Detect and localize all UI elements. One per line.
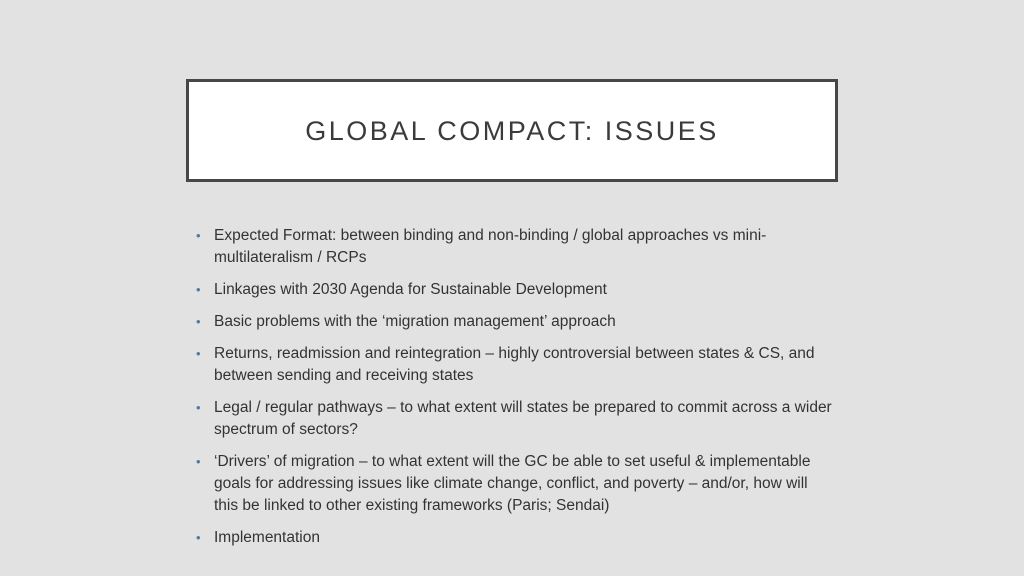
bullet-dot-icon: • [196,530,201,545]
bullet-text: Implementation [214,529,320,546]
bullet-item [196,451,836,517]
bullet-text: Returns, readmission and reintegration – highly controversial between states & CS, and between sending and receiving states [214,345,815,384]
bullet-item [196,279,836,301]
bullet-item [196,225,836,269]
bullet-text: Legal / regular pathways – to what extent will states be prepared to commit across a wider spectrum of sectors? [214,399,832,438]
slide-title: GLOBAL COMPACT: ISSUES [305,116,719,146]
bullet-item [196,527,836,549]
bullet-list [196,225,836,549]
bullet-dot-icon: • [196,454,201,469]
bullet-text: Basic problems with the ‘migration management’ approach [214,313,616,330]
bullet-dot-icon: • [196,228,201,243]
bullet-item [196,311,836,333]
bullet-text: Expected Format: between binding and non-binding / global approaches vs mini-multilateralism / RCPs [214,227,767,266]
bullet-dot-icon: • [196,346,201,361]
bullet-dot-icon: • [196,282,201,297]
bullet-text: ‘Drivers’ of migration – to what extent will the GC be able to set useful & implementable goals for addressing issues like climate change, conflict, and poverty – and/or, how will this be linked to other existing frameworks (Paris; Sendai) [214,453,811,514]
bullet-item [196,343,836,387]
bullet-dot-icon: • [196,400,201,415]
bullet-item [196,397,836,441]
bullet-text: Linkages with 2030 Agenda for Sustainable Development [214,281,607,298]
slide-content [196,225,836,565]
bullet-dot-icon: • [196,314,201,329]
title-box [186,79,838,182]
